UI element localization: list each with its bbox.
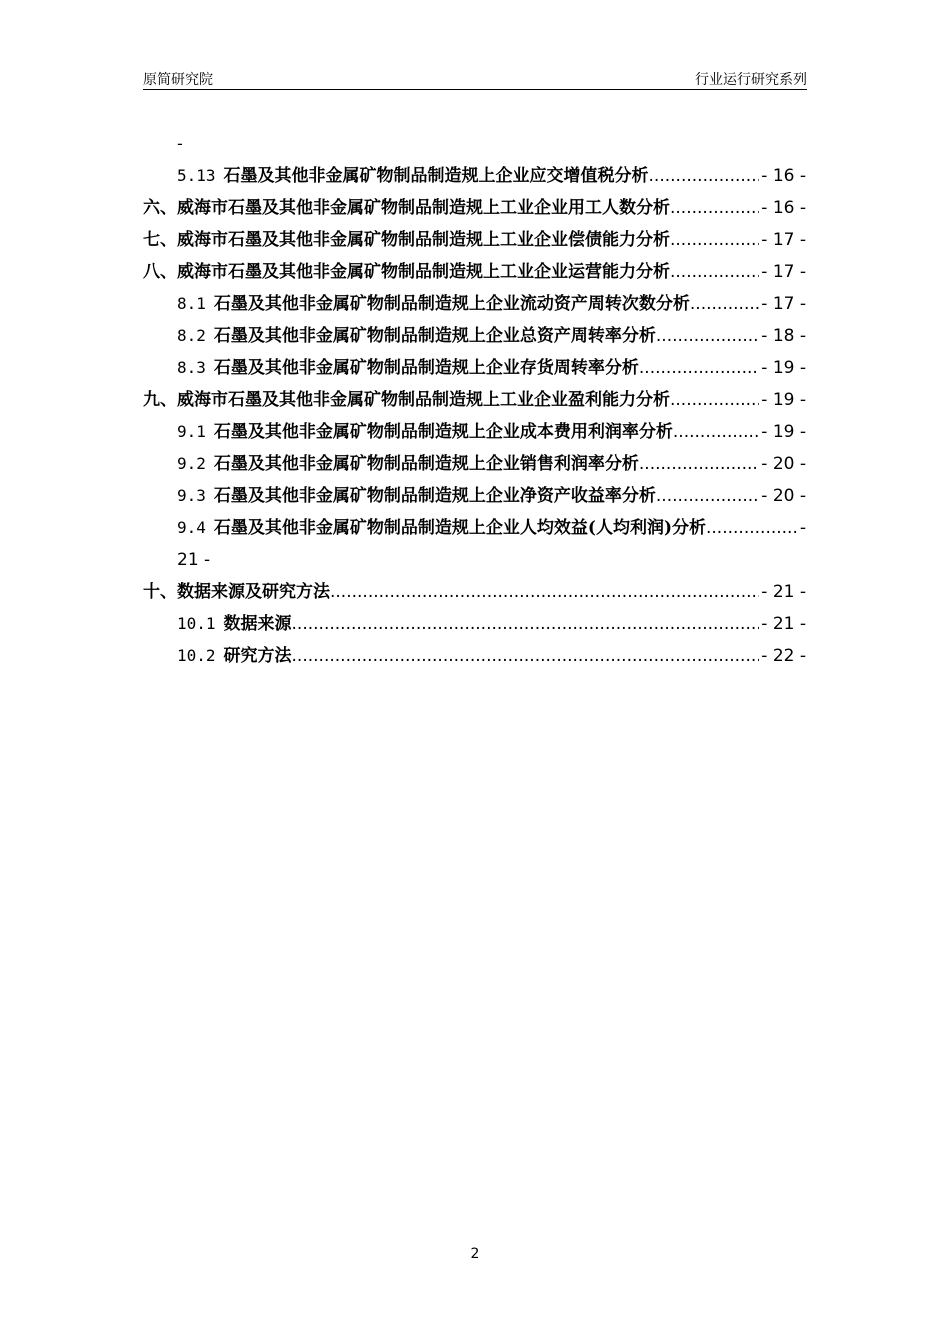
table-of-contents	[143, 128, 806, 672]
toc-number: 九、	[143, 390, 177, 410]
toc-entry[interactable]	[143, 160, 806, 192]
toc-leader	[292, 608, 760, 640]
toc-title: 石墨及其他非金属矿物制品制造规上企业流动资产周转次数分析	[213, 294, 690, 314]
toc-number: 9.2	[177, 454, 206, 473]
toc-number: 8.3	[177, 358, 206, 377]
toc-title: 石墨及其他非金属矿物制品制造规上企业总资产周转率分析	[213, 326, 656, 346]
toc-page: - 18 -	[761, 326, 806, 346]
toc-page: - 19 -	[761, 422, 806, 442]
page-number: 2	[470, 1246, 480, 1262]
toc-page-wrap: 21 -	[177, 550, 211, 570]
toc-leader	[670, 384, 759, 416]
header-series: 行业运行研究系列	[695, 72, 807, 88]
toc-page: - 20 -	[761, 454, 806, 474]
toc-title: 数据来源	[223, 614, 292, 634]
toc-page: - 16 -	[761, 166, 806, 186]
toc-entry[interactable]	[143, 480, 806, 512]
page-header	[143, 67, 807, 90]
toc-title: 威海市石墨及其他非金属矿物制品制造规上工业企业盈利能力分析	[177, 390, 670, 410]
toc-leader	[670, 256, 759, 288]
toc-title: 威海市石墨及其他非金属矿物制品制造规上工业企业用工人数分析	[177, 198, 670, 218]
toc-leader	[673, 416, 759, 448]
toc-main	[143, 160, 806, 512]
toc-entry[interactable]	[143, 352, 806, 384]
toc-page: - 16 -	[761, 198, 806, 218]
toc-number: 十、	[143, 582, 177, 602]
toc-number: 10.2	[177, 646, 216, 665]
toc-number: 8.2	[177, 326, 206, 345]
toc-number: 9.4	[177, 518, 206, 537]
toc-leader	[656, 320, 759, 352]
toc-title: 石墨及其他非金属矿物制品制造规上企业净资产收益率分析	[213, 486, 656, 506]
toc-title: 石墨及其他非金属矿物制品制造规上企业成本费用利润率分析	[213, 422, 673, 442]
toc-page: - 17 -	[761, 294, 806, 314]
toc-title: 石墨及其他非金属矿物制品制造规上企业销售利润率分析	[213, 454, 639, 474]
toc-entry-9-4[interactable]	[143, 512, 806, 576]
toc-page: - 22 -	[761, 646, 806, 666]
toc-tail	[143, 576, 806, 672]
toc-page: - 19 -	[761, 358, 806, 378]
toc-page: - 21 -	[761, 614, 806, 634]
stray-dash: -	[177, 134, 183, 153]
toc-page: - 17 -	[761, 262, 806, 282]
toc-leader	[639, 352, 759, 384]
toc-leader	[656, 480, 759, 512]
toc-entry[interactable]	[143, 288, 806, 320]
toc-page: - 20 -	[761, 486, 806, 506]
toc-entry[interactable]	[143, 224, 806, 256]
toc-entry[interactable]	[143, 256, 806, 288]
header-org: 原简研究院	[143, 72, 213, 88]
toc-entry[interactable]	[143, 640, 806, 672]
toc-page: - 21 -	[761, 582, 806, 602]
toc-title: 威海市石墨及其他非金属矿物制品制造规上工业企业偿债能力分析	[177, 230, 670, 250]
toc-leader	[670, 224, 759, 256]
toc-leader	[330, 576, 759, 608]
toc-page: - 19 -	[761, 390, 806, 410]
toc-number: 六、	[143, 198, 177, 218]
toc-entry[interactable]	[143, 448, 806, 480]
toc-number: 9.3	[177, 486, 206, 505]
toc-title: 石墨及其他非金属矿物制品制造规上企业应交增值税分析	[223, 166, 649, 186]
toc-entry[interactable]	[143, 320, 806, 352]
toc-page: -	[799, 518, 806, 538]
toc-leader	[706, 512, 798, 544]
toc-entry[interactable]	[143, 416, 806, 448]
toc-number: 8.1	[177, 294, 206, 313]
toc-title: 数据来源及研究方法	[177, 582, 330, 602]
toc-leader	[292, 640, 760, 672]
toc-leader	[690, 288, 759, 320]
toc-number: 5.13	[177, 166, 216, 185]
toc-title: 威海市石墨及其他非金属矿物制品制造规上工业企业运营能力分析	[177, 262, 670, 282]
toc-page: - 17 -	[761, 230, 806, 250]
toc-number: 9.1	[177, 422, 206, 441]
toc-title: 研究方法	[223, 646, 292, 666]
toc-number: 10.1	[177, 614, 216, 633]
toc-leader	[670, 192, 759, 224]
toc-leader	[639, 448, 759, 480]
toc-entry[interactable]	[143, 384, 806, 416]
toc-entry[interactable]	[143, 192, 806, 224]
toc-title: 石墨及其他非金属矿物制品制造规上企业存货周转率分析	[213, 358, 639, 378]
toc-leader	[649, 160, 760, 192]
toc-number: 八、	[143, 262, 177, 282]
toc-number: 七、	[143, 230, 177, 250]
toc-entry[interactable]	[143, 608, 806, 640]
toc-entry[interactable]	[143, 576, 806, 608]
toc-title: 石墨及其他非金属矿物制品制造规上企业人均效益(人均利润)分析	[213, 518, 706, 538]
